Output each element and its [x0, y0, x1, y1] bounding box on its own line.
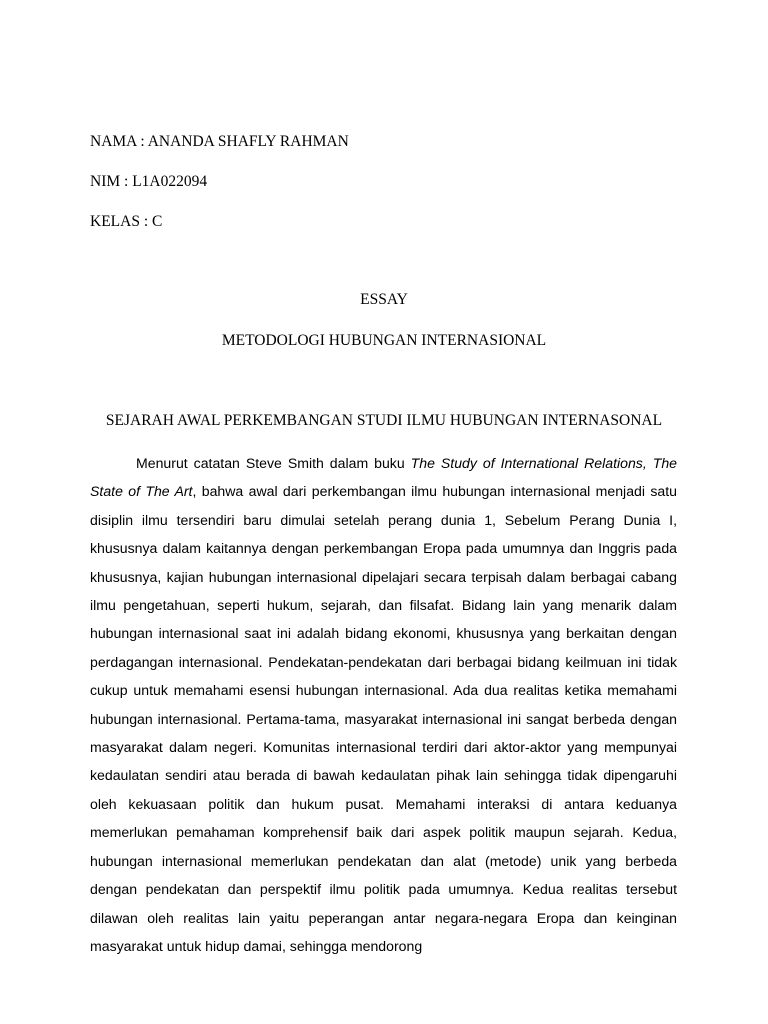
- essay-paragraph: [90, 449, 677, 960]
- essay-label: ESSAY: [360, 291, 408, 308]
- student-nim: NIM : L1A022094: [90, 173, 208, 190]
- book-title: The Study of International Relations, The State of The Art: [90, 455, 677, 500]
- section-heading: SEJARAH AWAL PERKEMBANGAN STUDI ILMU HUBUNGAN INTERNASONAL: [105, 412, 663, 429]
- paragraph-intro: Menurut catatan Steve Smith dalam buku: [136, 455, 411, 471]
- student-name: NAMA : ANANDA SHAFLY RAHMAN: [90, 133, 349, 150]
- course-title: METODOLOGI HUBUNGAN INTERNASIONAL: [221, 332, 547, 349]
- student-class: KELAS : C: [90, 213, 163, 230]
- paragraph-body: , bahwa awal dari perkembangan ilmu hubungan internasional menjadi satu disiplin ilmu tersendiri baru dimulai setelah perang dunia 1, Sebelum Perang Dunia I, khususnya dalam kaitannya dengan perkembangan Eropa pada umumnya dan Inggris pada khususnya, kajian hubungan internasional dipelajari secara terpisah dalam berbagai cabang ilmu pengetahuan, seperti hukum, sejarah, dan filsafat. Bidang lain yang menarik dalam hubungan internasional saat ini adalah bidang ekonomi, khususnya yang berkaitan dengan perdagangan internasional. Pendekatan-pendekatan dari berbagai bidang keilmuan ini tidak cukup untuk memahami esensi hubungan internasional. Ada dua realitas ketika memahami hubungan internasional. Pertama-tama, masyarakat internasional ini sangat berbeda dengan masyarakat dalam negeri. Komunitas internasional terdiri dari aktor-aktor yang mempunyai kedaulatan sendiri atau berada di bawah kedaulatan pihak lain sehingga tidak dipengaruhi oleh kekuasaan politik dan hukum pusat. Memahami interaksi di antara keduanya memerlukan pemahaman komprehensif baik dari aspek politik maupun sejarah. Kedua, hubungan internasional memerlukan pendekatan dan alat (metode) unik yang berbeda dengan pendekatan dan perspektif ilmu politik pada umumnya. Kedua realitas tersebut dilawan oleh realitas lain yaitu peperangan antar negara-negara Eropa dan keinginan masyarakat untuk hidup damai, sehingga mendorong: [90, 483, 677, 954]
